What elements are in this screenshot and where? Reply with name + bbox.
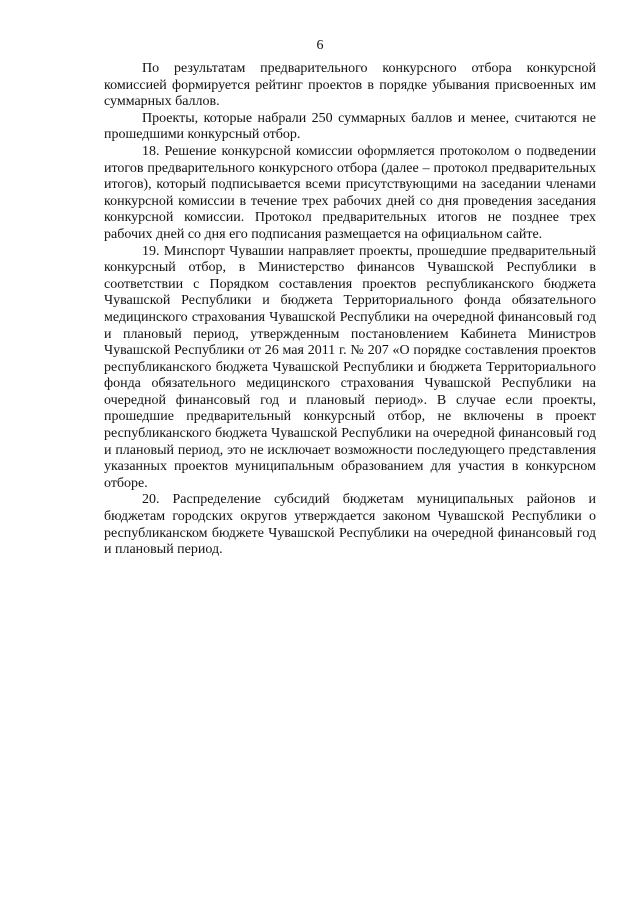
page-number: 6 (316, 38, 324, 53)
paragraph-threshold: Проекты, которые набрали 250 суммарных баллов и менее, считаются не прошедшими конкурсный отбор. (104, 110, 596, 143)
paragraph-rating: По результатам предварительного конкурсного отбора конкурсной комиссией формируется рейтинг проектов в порядке убывания присвоенных им суммарных баллов. (104, 61, 596, 110)
document-body (104, 61, 596, 559)
paragraph-18-protocol: 18. Решение конкурсной комиссии оформляется протоколом о подведении итогов предварительного конкурсного отбора (далее – протокол предварительных итогов), который подписывается всеми присутствующими на заседании членами конкурсной комиссии в течение трех рабочих дней со дня проведения заседания конкурсной комиссии. Протокол предварительных итогов не позднее трех рабочих дней со дня его подписания размещается на официальном сайте. (104, 143, 596, 242)
paragraph-19-minsport: 19. Минспорт Чувашии направляет проекты, прошедшие предварительный конкурсный отбор, в Министерство финансов Чувашской Республики в соответствии с Порядком составления проектов республиканского бюджета Чувашской Республики и бюджета Территориального фонда обязательного медицинского страхования Чувашской Республики на очередной финансовый год и плановый период, утвержденным постановлением Кабинета Министров Чувашской Республики от 26 мая 2011 г. № 207 «О порядке составления проектов республиканского бюджета Чувашской Республики и бюджета Территориального фонда обязательного медицинского страхования Чувашской Республики на очередной финансовый год и плановый период». В случае если проекты, прошедшие предварительный конкурсный отбор, не включены в проект республиканского бюджета Чувашской Республики на очередной финансовый год и плановый период, это не исключает возможности последующего представления указанных проектов муниципальным образованием для участия в конкурсном отборе. (104, 243, 596, 491)
paragraph-20-distribution: 20. Распределение субсидий бюджетам муниципальных районов и бюджетам городских округов утверждается законом Чувашской Республики о республиканском бюджете Чувашской Республики на очередной финансовый год и плановый период. (104, 492, 596, 558)
